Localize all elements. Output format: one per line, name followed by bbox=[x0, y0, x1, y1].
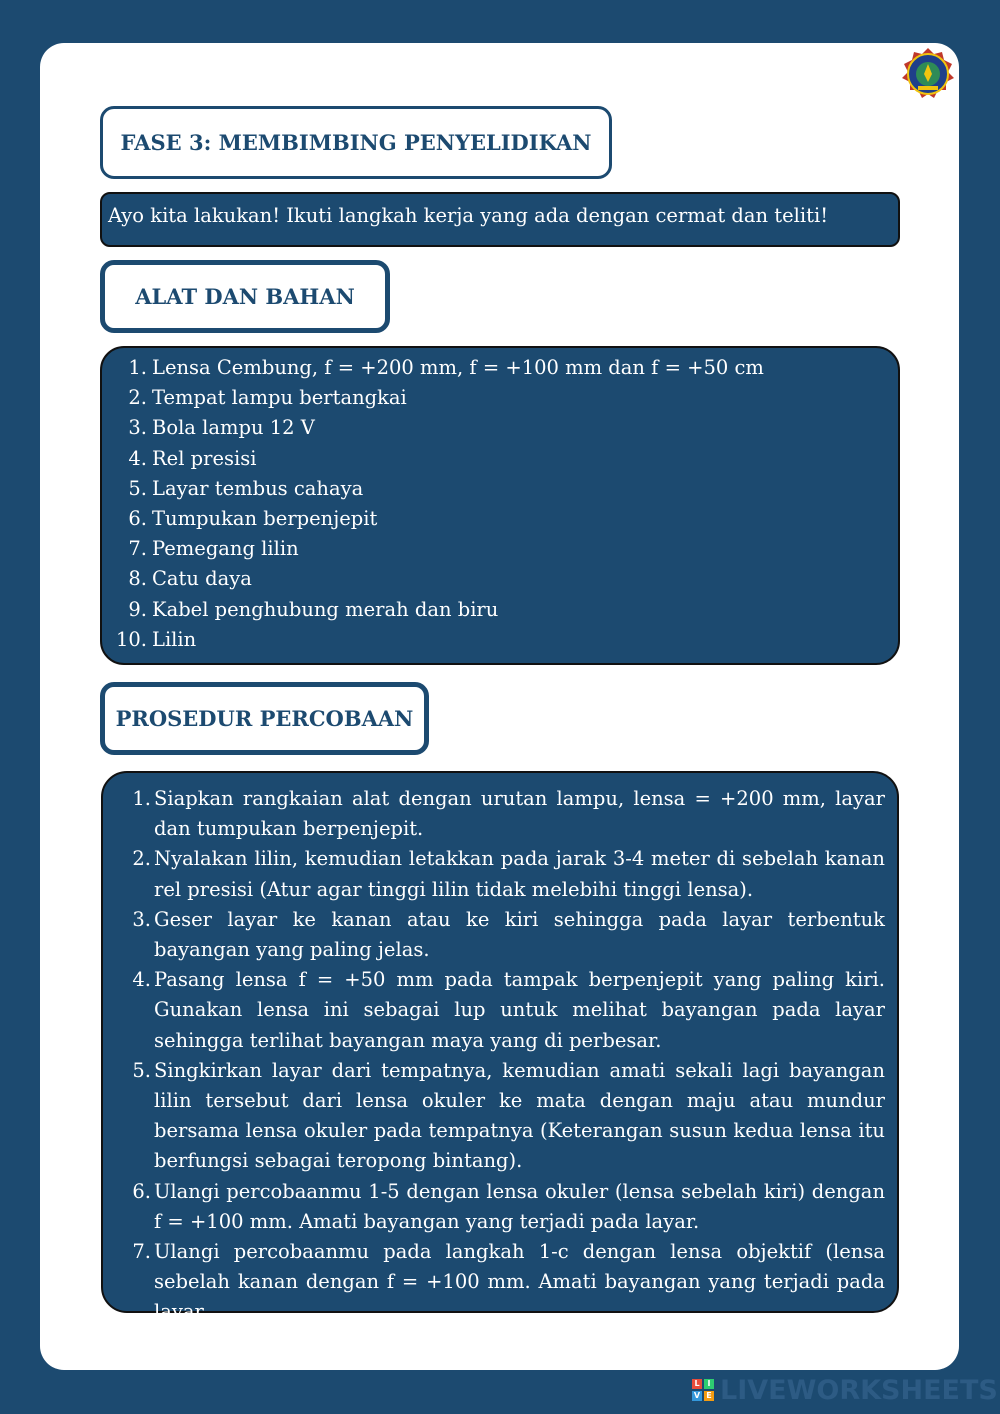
liveworksheets-watermark[interactable] bbox=[692, 1376, 998, 1404]
school-emblem-icon bbox=[900, 46, 956, 102]
list-item: 3. Geser layar ke kanan atau ke kiri sehingga pada layar terbentuk bayangan yang paling jelas. bbox=[132, 907, 885, 962]
list-item: 10. Lilin bbox=[115, 627, 197, 651]
phase-title-box bbox=[100, 106, 612, 179]
list-item: 6. Tumpukan berpenjepit bbox=[128, 506, 378, 530]
procedure-title-box bbox=[100, 682, 429, 755]
phase-title: FASE 3: MEMBIMBING PENYELIDIKAN bbox=[120, 130, 592, 155]
list-item: 2. Nyalakan lilin, kemudian letakkan pada jarak 3-4 meter di sebelah kanan rel presisi (Atur agar tinggi lilin tidak melebihi tinggi lensa). bbox=[132, 847, 885, 901]
list-item: 5. Layar tembus cahaya bbox=[128, 476, 364, 500]
tools-title: ALAT DAN BAHAN bbox=[135, 284, 355, 309]
list-item: 1. Siapkan rangkaian alat dengan urutan lampu, lensa = +200 mm, layar dan tumpukan berpenjepit. bbox=[132, 787, 885, 841]
procedure-list-box bbox=[101, 771, 899, 1324]
list-item: 7. Pemegang lilin bbox=[128, 537, 299, 561]
list-item: 4. Rel presisi bbox=[128, 446, 257, 470]
list-item: 4. Pasang lensa f = +50 mm pada tampak berpenjepit yang paling kiri. Gunakan lensa ini sebagai lup untuk melihat bayangan pada layar sehingga terlihat bayangan maya yang di perbesar. bbox=[132, 968, 885, 1052]
list-item: 6. Ulangi percobaanmu 1-5 dengan lensa okuler (lensa sebelah kiri) dengan f = +100 mm. Amati bayangan yang terjadi pada layar. bbox=[132, 1179, 885, 1233]
procedure-title: PROSEDUR PERCOBAAN bbox=[115, 706, 414, 731]
tools-list bbox=[108, 353, 888, 655]
liveworksheets-logo-icon: L I V E bbox=[692, 1379, 714, 1401]
list-item: 8. Catu daya bbox=[128, 567, 252, 591]
tools-list-box bbox=[100, 346, 900, 665]
list-item: 7. Ulangi percobaanmu pada langkah 1-c dengan lensa objektif (lensa sebelah kanan dengan f = +100 mm. Amati bayangan yang terjadi pada layar. bbox=[132, 1240, 885, 1324]
tools-title-box bbox=[100, 260, 390, 333]
intro-box bbox=[100, 192, 900, 247]
list-item: 9. Kabel penghubung merah dan biru bbox=[128, 597, 499, 621]
list-item: 2. Tempat lampu bertangkai bbox=[128, 386, 407, 410]
procedure-list bbox=[109, 784, 891, 1328]
list-item: 5. Singkirkan layar dari tempatnya, kemudian amati sekali lagi bayangan lilin tersebut dari lensa okuler ke mata dengan maju atau mundur bersama lensa okuler pada tempatnya (Keterangan susun kedua lensa itu berfungsi sebagai teropong bintang). bbox=[132, 1058, 885, 1173]
watermark-text: LIVEWORKSHEETS bbox=[720, 1374, 998, 1406]
intro-text: Ayo kita lakukan! Ikuti langkah kerja yang ada dengan cermat dan teliti! bbox=[108, 204, 829, 227]
list-item: 3. Bola lampu 12 V bbox=[128, 416, 315, 440]
list-item: 1. Lensa Cembung, f = +200 mm, f = +100 mm dan f = +50 cm bbox=[128, 356, 764, 379]
